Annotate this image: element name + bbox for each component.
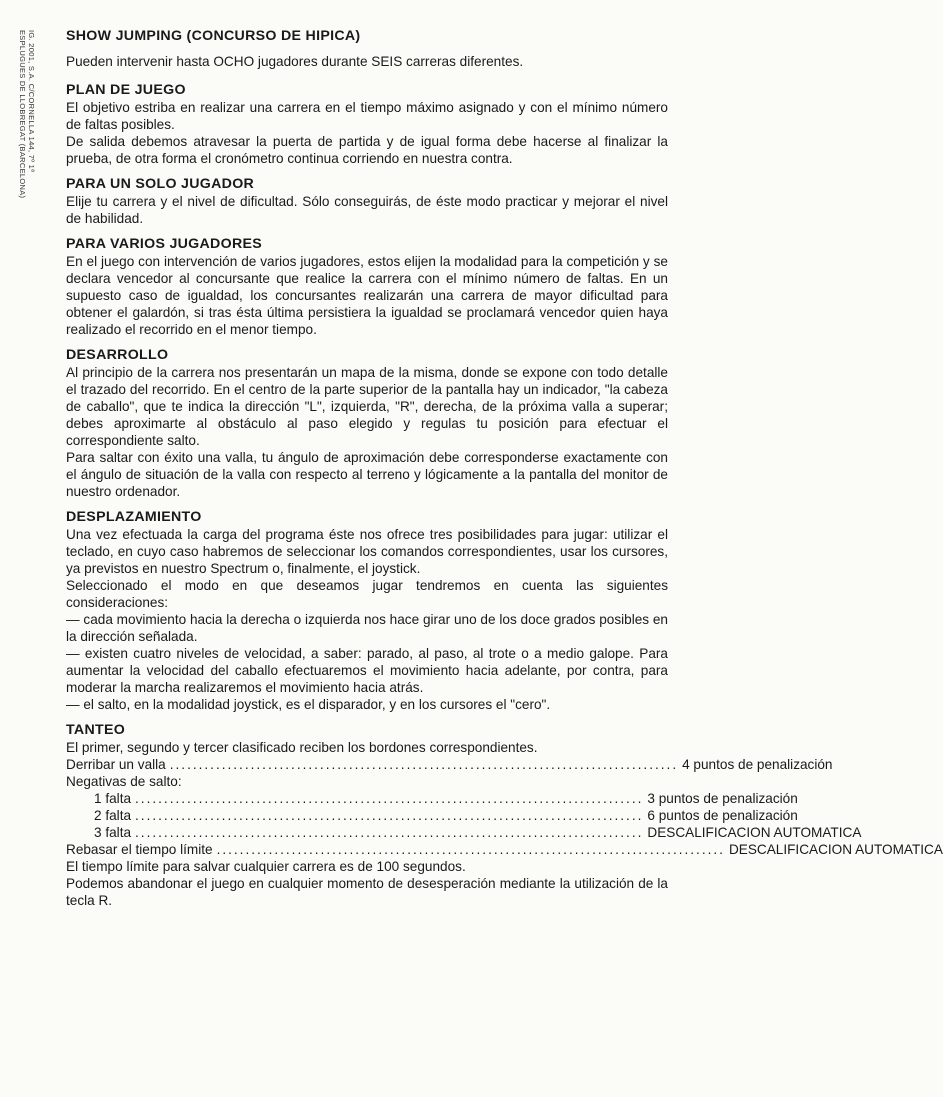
score-label: Derribar un valla — [66, 757, 166, 772]
score-value: 4 puntos de penalización — [682, 757, 833, 772]
list-item: — el salto, en la modalidad joystick, es el disparador, y en los cursores el "cero". — [66, 697, 551, 712]
considerations-list — [66, 611, 668, 713]
score-row-rebasar — [66, 841, 943, 858]
dot-leader: ........................................................................................ — [135, 791, 644, 806]
section-desplazamiento — [66, 509, 668, 713]
dot-leader: ........................................................................................ — [216, 842, 725, 857]
score-label: 2 falta — [94, 808, 132, 823]
section-tanteo — [66, 722, 943, 909]
publisher-imprint — [18, 30, 36, 198]
section-heading-desplazamiento: DESPLAZAMIENTO — [66, 509, 202, 525]
publisher-imprint-line-2: ESPLUGUES DE LLOBREGAT (BARCELONA) — [18, 30, 27, 199]
section-desarrollo — [66, 347, 668, 500]
section-heading-tanteo: TANTEO — [66, 722, 126, 738]
paragraph: En el juego con intervención de varios jugadores, estos elijen la modalidad para la competición y se declara vencedor al concursante que realice la carrera con el mínimo número de faltas. En un supuesto caso de igualdad, los concursantes realizarán una carrera de mayor dificultad para obtener el galardón, si tras ésta última persistiera la igualdad se proclamará vencedor quien haya realizado el recorrido en el menor tiempo. — [66, 254, 668, 337]
section-plan — [66, 82, 668, 167]
section-heading-plan: PLAN DE JUEGO — [66, 82, 186, 98]
paragraph: El primer, segundo y tercer clasificado reciben los bordones correspondientes. — [66, 740, 538, 755]
paragraph: Podemos abandonar el juego en cualquier momento de desesperación mediante la utilización de la tecla R. — [66, 876, 668, 908]
section-varios — [66, 236, 668, 338]
score-value: DESCALIFICACION AUTOMATICA — [728, 842, 943, 857]
score-row-falta-2 — [66, 807, 798, 824]
score-row-falta-3 — [66, 824, 862, 841]
paragraph: Para saltar con éxito una valla, tu ángulo de aproximación debe corresponderse exactamente con el ángulo de situación de la valla con respecto al terreno y lógicamente a la pantalla del monitor de nuestro ordenador. — [66, 450, 668, 499]
paragraph: De salida debemos atravesar la puerta de partida y de igual forma debe hacerse al finalizar la prueba, de otra forma el cronómetro continua corriendo en nuestra contra. — [66, 134, 668, 166]
score-value: 3 puntos de penalización — [647, 791, 798, 806]
section-heading-desarrollo: DESARROLLO — [66, 347, 169, 363]
paragraph: Al principio de la carrera nos presentarán un mapa de la misma, donde se expone con todo detalle el trazado del recorrido. En el centro de la parte superior de la pantalla hay un indicador, "la cabeza de caballo", que te indica la dirección "L", izquierda, "R", derecha, de la próxima valla a superar; debes aproximarte al obstáculo al paso elegido y regulas tu posición para efectuar el correspondiente salto. — [66, 365, 668, 448]
score-row-derribar — [66, 756, 833, 773]
paragraph: Negativas de salto: — [66, 774, 182, 789]
section-heading-varios: PARA VARIOS JUGADORES — [66, 236, 263, 252]
score-value: DESCALIFICACION AUTOMATICA — [647, 825, 862, 840]
list-item: — existen cuatro niveles de velocidad, a saber: parado, al paso, al trote o a medio galope. Para aumentar la velocidad del caballo efectuaremos el movimiento hacia adelante, por contra, para moderar la marcha realizaremos el movimiento hacia atrás. — [66, 646, 668, 695]
score-label: Rebasar el tiempo límite — [66, 842, 213, 857]
score-row-falta-1 — [66, 790, 798, 807]
section-heading-solo: PARA UN SOLO JUGADOR — [66, 176, 255, 192]
paragraph: Una vez efectuada la carga del programa éste nos ofrece tres posibilidades para jugar: utilizar el teclado, en cuyo caso habremos de seleccionar los comandos correspondientes, usar los cursores, ya previstos en nuestro Spectrum o, finalmente, el joystick. — [66, 527, 668, 576]
instructions-page — [66, 28, 943, 909]
paragraph: El objetivo estriba en realizar una carrera en el tiempo máximo asignado y con el mínimo número de faltas posibles. — [66, 100, 668, 132]
score-label: 3 falta — [94, 825, 132, 840]
score-label: 1 falta — [94, 791, 132, 806]
list-item: — cada movimiento hacia la derecha o izquierda nos hace girar uno de los doce grados posibles en la dirección señalada. — [66, 612, 668, 644]
paragraph: Elije tu carrera y el nivel de dificultad. Sólo conseguirás, de éste modo practicar y mejorar el nivel de habilidad. — [66, 194, 668, 226]
section-solo — [66, 176, 668, 227]
intro-text: Pueden intervenir hasta OCHO jugadores durante SEIS carreras diferentes. — [66, 54, 524, 69]
dot-leader: ........................................................................................ — [169, 757, 679, 772]
dot-leader: ........................................................................................ — [135, 825, 644, 840]
dot-leader: ........................................................................................ — [135, 808, 644, 823]
paragraph: El tiempo límite para salvar cualquier carrera es de 100 segundos. — [66, 859, 466, 874]
page-title: SHOW JUMPING (CONCURSO DE HIPICA) — [66, 28, 361, 44]
score-value: 6 puntos de penalización — [647, 808, 798, 823]
publisher-imprint-line-1: IG. 2001, S.A. C/CORNELLA 144, 7º 1ª — [27, 30, 36, 173]
paragraph: Seleccionado el modo en que deseamos jugar tendremos en cuenta las siguientes consideraciones: — [66, 578, 668, 610]
